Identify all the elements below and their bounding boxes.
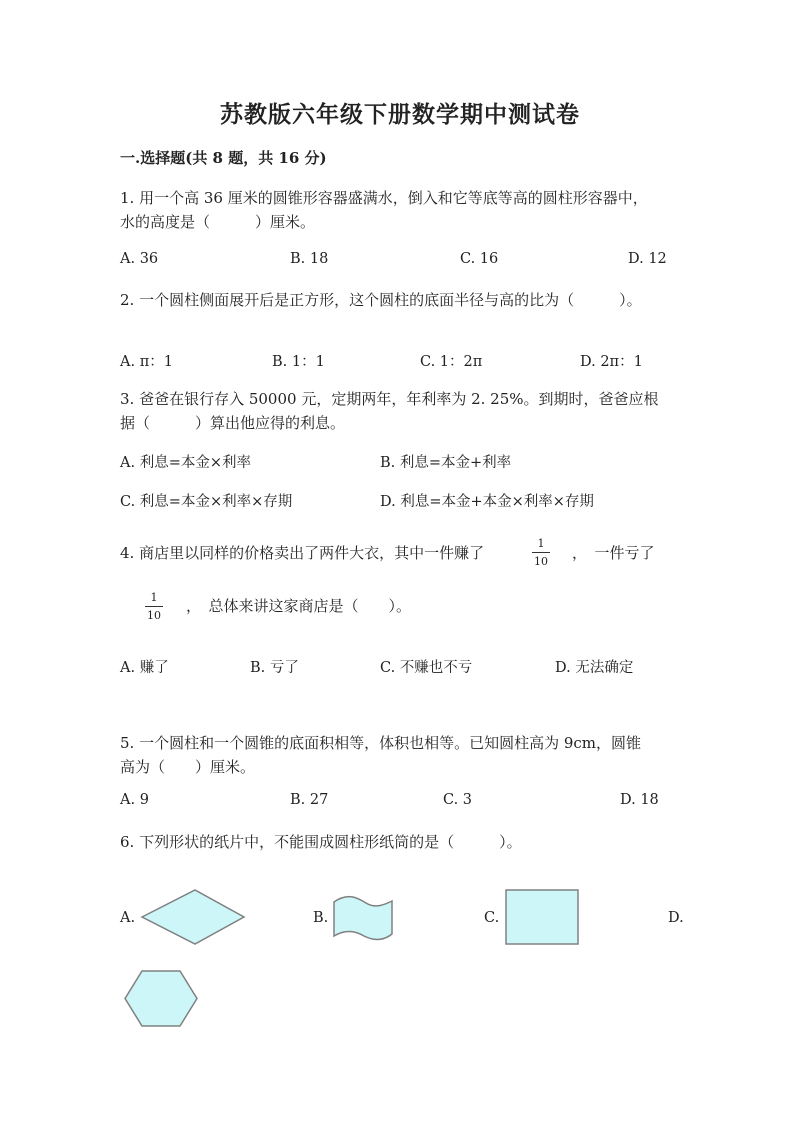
question-3-option-d[interactable]: D. 利息=本金+本金×利率×存期 [380, 494, 594, 510]
question-6-option-a[interactable]: A. [120, 910, 136, 926]
question-6-option-c[interactable]: C. [484, 910, 500, 926]
fraction-denominator: 10 [147, 609, 161, 622]
question-6-option-d[interactable]: D. [668, 910, 684, 926]
question-2-option-d[interactable]: D. 2π：1 [580, 354, 643, 370]
question-4-text-part-3: ， 总体来讲这家商店是（ ）。 [186, 597, 412, 615]
fraction-bar [532, 552, 550, 553]
question-5-text-line-1: 5. 一个圆柱和一个圆锥的底面积相等，体积也相等。已知圆柱高为 9cm，圆锥 [120, 734, 642, 752]
question-1-option-d[interactable]: D. 12 [628, 251, 667, 267]
question-3-option-b[interactable]: B. 利息=本金+利率 [380, 455, 512, 471]
fraction-one-tenth [529, 537, 553, 568]
fraction-denominator: 10 [534, 555, 548, 568]
question-5-option-c[interactable]: C. 3 [443, 792, 473, 808]
question-2-text: 2. 一个圆柱侧面展开后是正方形，这个圆柱的底面半径与高的比为（ ）。 [120, 291, 642, 309]
question-5-option-b[interactable]: B. 27 [290, 792, 329, 808]
question-3-option-a[interactable]: A. 利息=本金×利率 [120, 455, 251, 471]
question-4-text-part-1: 4. 商店里以同样的价格卖出了两件大衣，其中一件赚了 [120, 544, 485, 562]
question-3-option-c[interactable]: C. 利息=本金×利率×存期 [120, 494, 293, 510]
rhombus-polygon [142, 890, 244, 944]
question-4-option-d[interactable]: D. 无法确定 [555, 660, 634, 676]
wavy-banner-shape[interactable] [332, 896, 394, 946]
hexagon-polygon [125, 971, 197, 1026]
question-1-option-a[interactable]: A. 36 [120, 251, 159, 267]
question-4-option-c[interactable]: C. 不赚也不亏 [380, 660, 473, 676]
question-1-text-line-1: 1. 用一个高 36 厘米的圆锥形容器盛满水，倒入和它等底等高的圆柱形容器中， [120, 189, 648, 207]
question-5-text-line-2: 高为（ ）厘米。 [120, 758, 256, 776]
question-6-option-b[interactable]: B. [313, 910, 329, 926]
fraction-numerator: 1 [537, 537, 545, 550]
question-6-text: 6. 下列形状的纸片中，不能围成圆柱形纸筒的是（ ）。 [120, 833, 522, 851]
question-1-option-c[interactable]: C. 16 [460, 251, 499, 267]
question-4-option-a[interactable]: A. 赚了 [120, 660, 169, 676]
question-2-option-a[interactable]: A. π：1 [120, 354, 173, 370]
question-3-text-line-1: 3. 爸爸在银行存入 50000 元，定期两年，年利率为 2. 25%。到期时，爸爸应根 [120, 390, 659, 408]
rectangle-rect [506, 890, 578, 944]
fraction-bar [145, 606, 163, 607]
question-5-option-a[interactable]: A. 9 [120, 792, 149, 808]
rectangle-shape[interactable] [505, 889, 579, 945]
fraction-one-tenth [142, 591, 166, 622]
fraction-numerator: 1 [150, 591, 158, 604]
hexagon-shape[interactable] [123, 970, 199, 1027]
question-1-text-line-2: 水的高度是（ ）厘米。 [120, 213, 316, 231]
question-3-text-line-2: 据（ ）算出他应得的利息。 [120, 414, 346, 432]
question-4-option-b[interactable]: B. 亏了 [250, 660, 299, 676]
question-2-option-b[interactable]: B. 1：1 [272, 354, 325, 370]
rhombus-shape[interactable] [140, 888, 246, 946]
page-title: 苏教版六年级下册数学期中测试卷 [220, 101, 580, 128]
section-heading: 一.选择题(共 8 题，共 16 分) [120, 149, 327, 167]
question-5-option-d[interactable]: D. 18 [620, 792, 659, 808]
wavy-banner-path [334, 897, 392, 940]
question-4-text-part-2: ， 一件亏了 [572, 544, 655, 562]
question-2-option-c[interactable]: C. 1：2π [420, 354, 483, 370]
question-1-option-b[interactable]: B. 18 [290, 251, 329, 267]
